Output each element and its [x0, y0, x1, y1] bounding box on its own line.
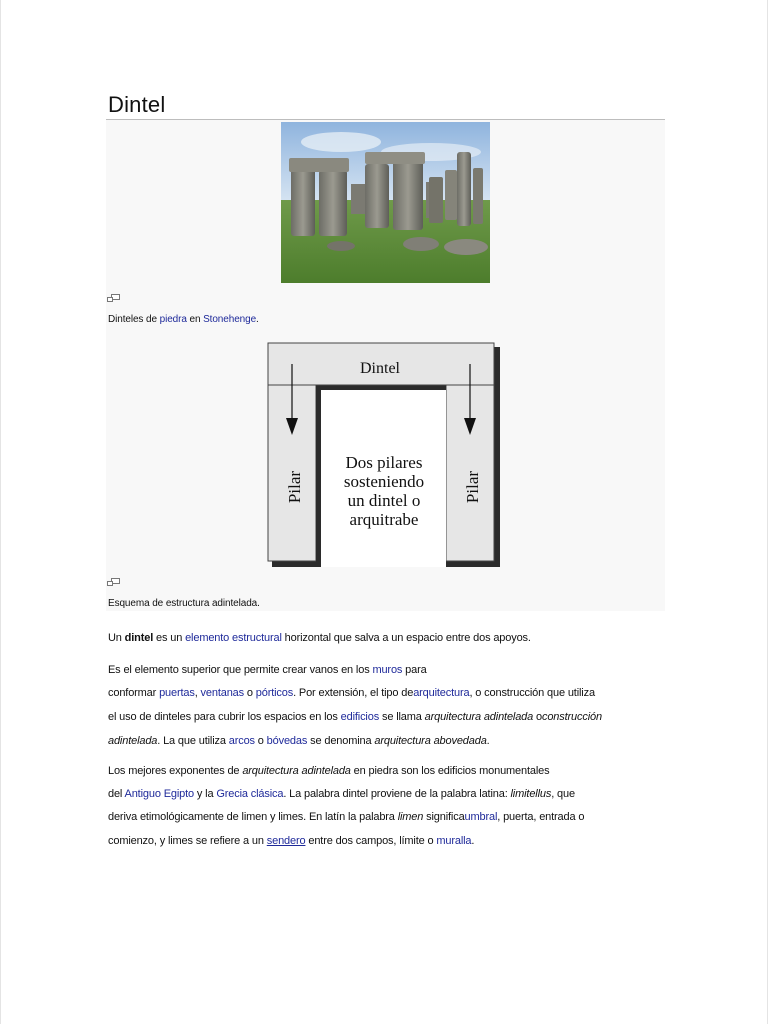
text: Los mejores exponentes de [108, 765, 243, 777]
text: para [402, 664, 427, 676]
diagram-top-label: Dintel [360, 360, 400, 377]
text: es un [153, 632, 186, 644]
text: del [108, 788, 125, 800]
italic-term: arquitectura adintelada [242, 765, 351, 777]
lintel-diagram[interactable] [267, 342, 502, 568]
text: o [243, 687, 256, 699]
italic-term: arquitectura abovedada [374, 735, 487, 747]
diagram-center-line: un dintel o [347, 491, 421, 510]
text: , puerta, entrada o [497, 811, 585, 823]
paragraph-line [108, 711, 602, 723]
text: conformar [108, 687, 160, 699]
italic-term: limitellus [510, 788, 552, 800]
text: , o construcción que utiliza [469, 687, 595, 699]
link-arcos[interactable]: arcos [228, 735, 255, 747]
text: deriva etimológicamente de limen y limes. En latín la palabra [108, 811, 398, 823]
text: entre dos campos, límite o [305, 835, 437, 847]
text: se llama [379, 711, 425, 723]
magnify-enlarge-icon[interactable] [107, 577, 121, 587]
link-puertas[interactable]: puertas [159, 687, 195, 699]
stonehenge-image [281, 122, 490, 283]
italic-term: limen [397, 811, 424, 823]
caption-text: en [186, 314, 204, 325]
lintel-diagram-image [267, 342, 502, 568]
link-bovedas[interactable]: bóvedas [266, 735, 308, 747]
link-muros[interactable]: muros [372, 664, 403, 676]
text: . [471, 835, 475, 847]
link-edificios[interactable]: edificios [340, 711, 380, 723]
text: . [486, 735, 490, 747]
text: en piedra son los edificios monumentales [350, 765, 550, 777]
text: Es el elemento superior que permite crear vanos en los [108, 664, 373, 676]
text: significa [423, 811, 465, 823]
diagram-right-label: Pilar [463, 470, 482, 504]
paragraph-line [108, 788, 575, 800]
text: , que [551, 788, 575, 800]
page-title: Dintel [108, 92, 166, 117]
link-elemento-estructural[interactable]: elemento estructural [185, 632, 282, 644]
link-grecia-clasica[interactable]: Grecia clásica [216, 788, 284, 800]
link-stonehenge[interactable]: Stonehenge [203, 314, 257, 325]
paragraph-line [108, 687, 595, 699]
paragraph-line [108, 664, 427, 676]
link-arquitectura[interactable]: arquitectura [413, 687, 470, 699]
italic-term: construcción [541, 711, 602, 723]
italic-term: adintelada [108, 735, 158, 747]
italic-term: arquitectura adintelada [424, 711, 534, 723]
diagram-caption: Esquema de estructura adintelada. [108, 598, 260, 609]
paragraph-line [108, 811, 584, 823]
link-ventanas[interactable]: ventanas [200, 687, 244, 699]
link-antiguo-egipto[interactable]: Antiguo Egipto [124, 788, 194, 800]
text: y la [194, 788, 217, 800]
text: el uso de dinteles para cubrir los espacios en los [108, 711, 341, 723]
text: o [533, 711, 542, 723]
caption-text: . [256, 314, 259, 325]
diagram-center-line: arquitrabe [349, 510, 419, 529]
paragraph-line [108, 632, 531, 644]
text: . La que utiliza [157, 735, 229, 747]
link-umbral[interactable]: umbral [464, 811, 498, 823]
text: , [194, 687, 201, 699]
text: Un [108, 632, 125, 644]
diagram-left-label: Pilar [285, 470, 304, 504]
text: se denomina [307, 735, 375, 747]
stonehenge-caption [108, 314, 259, 325]
paragraph-line [108, 765, 549, 777]
caption-text: Dinteles de [108, 314, 160, 325]
magnify-enlarge-icon[interactable] [107, 293, 121, 303]
text: . Por extensión, el tipo de [293, 687, 414, 699]
link-sendero[interactable]: sendero [266, 835, 306, 847]
paragraph-line [108, 735, 490, 747]
link-muralla[interactable]: muralla [436, 835, 472, 847]
text: o [254, 735, 267, 747]
stonehenge-photo[interactable] [281, 122, 490, 283]
bold-term: dintel [124, 632, 154, 644]
diagram-center-line: Dos pilares [345, 453, 423, 472]
paragraph-line [108, 835, 474, 847]
diagram-center-line: sosteniendo [343, 472, 425, 491]
link-piedra[interactable]: piedra [159, 314, 187, 325]
text: . La palabra dintel proviene de la palabra latina: [283, 788, 511, 800]
link-porticos[interactable]: pórticos [255, 687, 294, 699]
text: horizontal que salva a un espacio entre dos apoyos. [281, 632, 531, 644]
text: comienzo, y limes se refiere a un [108, 835, 267, 847]
